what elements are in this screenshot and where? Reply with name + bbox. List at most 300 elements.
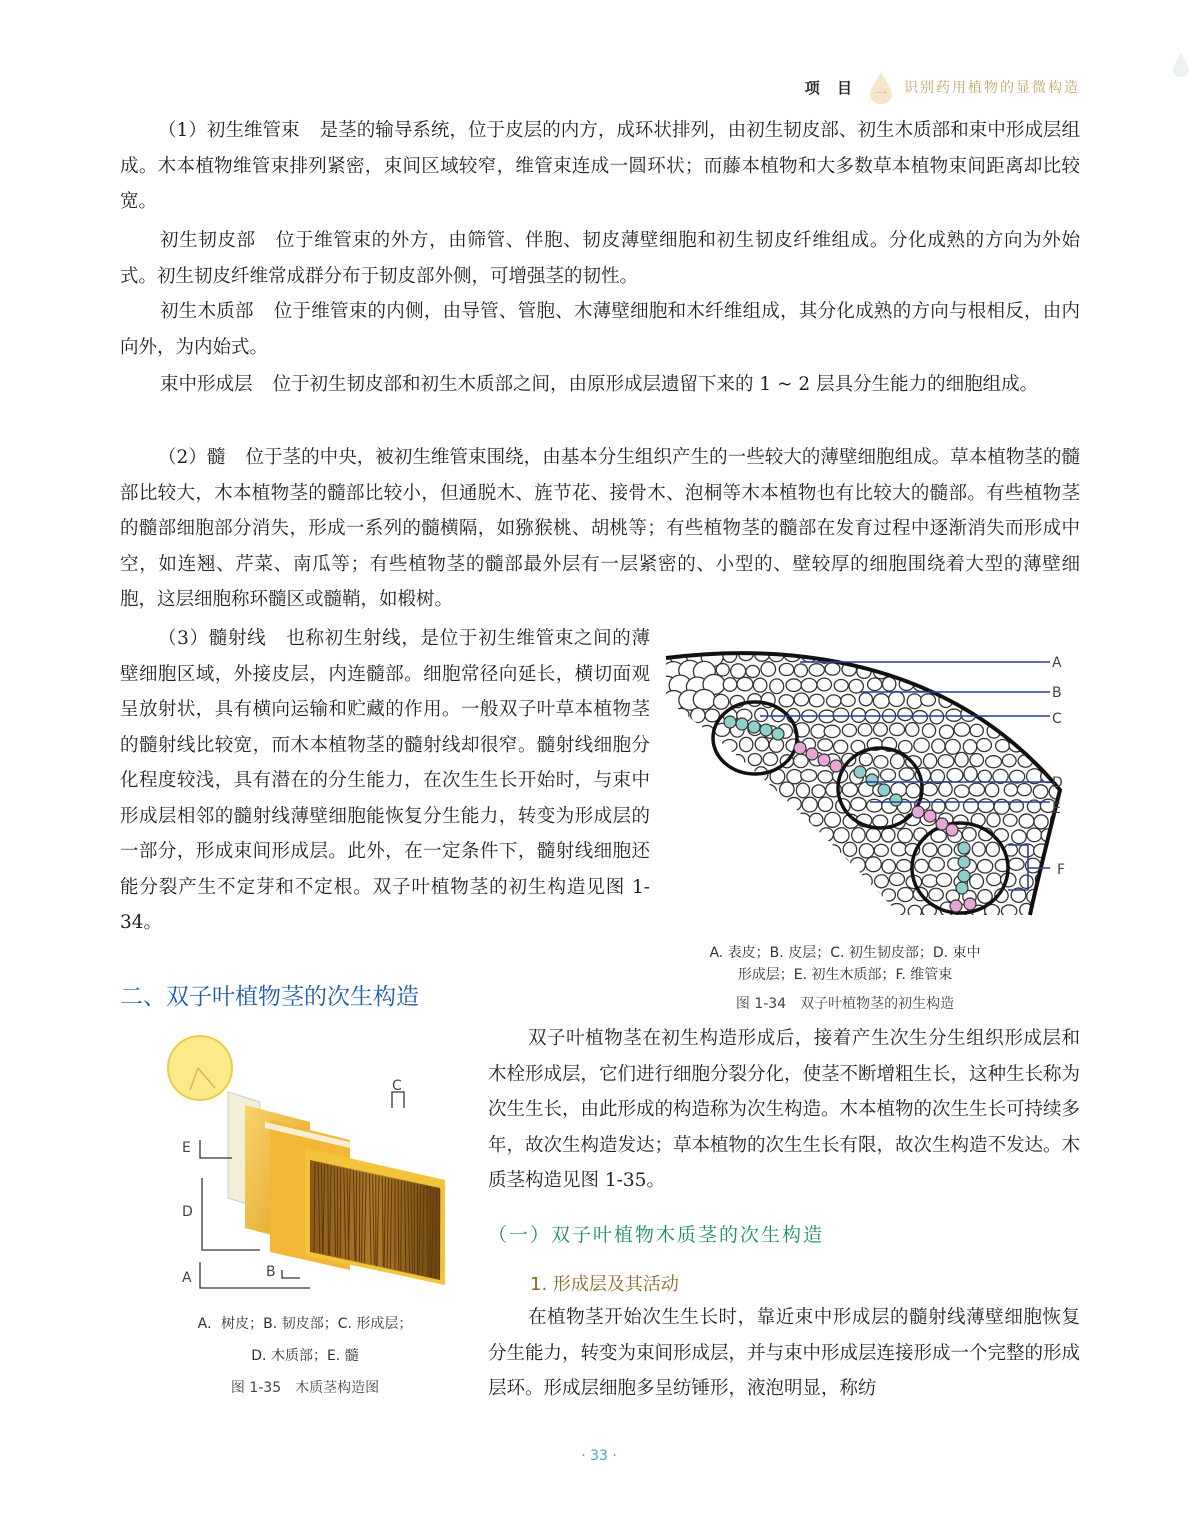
cell: [716, 664, 729, 676]
cell: [779, 695, 794, 707]
cell: [955, 752, 968, 767]
cell: [1050, 903, 1065, 918]
vascular-cell: [724, 716, 736, 728]
caption-line: D. 木质部；E. 髓: [251, 1348, 359, 1364]
cell: [1009, 858, 1025, 870]
cell: [1058, 828, 1072, 841]
cell: [740, 798, 753, 811]
cell: [723, 678, 737, 692]
cell: [1024, 679, 1040, 693]
term: 初生木质部: [160, 301, 254, 322]
paragraph-text: 位于初生韧皮部和初生木质部之间，由原形成层遗留下来的 1 ~ 2 层具分生能力的细胞组成。: [272, 374, 1039, 395]
cell: [1034, 815, 1048, 829]
cell: [851, 797, 866, 810]
cell: [824, 725, 840, 737]
label-B: B: [1052, 685, 1062, 701]
cell: [1019, 844, 1034, 857]
cell: [770, 830, 784, 843]
cell: [683, 754, 698, 767]
cell: [660, 889, 671, 902]
vascular-cell: [866, 774, 878, 786]
cell: [737, 827, 751, 841]
cell: [1034, 693, 1047, 706]
cell: [850, 648, 863, 663]
cell: [770, 860, 785, 872]
cell: [697, 904, 711, 917]
cell: [929, 857, 944, 871]
cell: [786, 828, 799, 841]
vascular-cell: [806, 748, 818, 760]
label-D: D: [182, 1204, 193, 1220]
label-C: C: [1052, 711, 1062, 727]
cell: [866, 828, 880, 842]
cell: [874, 723, 888, 736]
paragraph-vascular-bundle: [120, 113, 1080, 220]
cell: [819, 887, 834, 902]
cell: [761, 903, 774, 915]
bark-streak: [328, 1165, 329, 1255]
cell: [858, 903, 871, 918]
cell: [1003, 695, 1016, 708]
cell: [972, 664, 986, 679]
cell: [964, 799, 979, 813]
cell: [819, 858, 834, 871]
cell: [859, 693, 872, 706]
vascular-cell: [772, 728, 784, 740]
cell: [732, 814, 746, 827]
cell: [843, 842, 856, 856]
cell: [786, 860, 799, 873]
caption-line: 形成层；E. 初生木质部；F. 维管束: [737, 967, 953, 983]
cell: [737, 677, 753, 691]
header-title: 项 目: [804, 78, 858, 97]
cell: [834, 828, 849, 843]
cell: [874, 756, 888, 769]
cell: [986, 756, 1002, 768]
label-F: F: [1057, 862, 1066, 878]
cell: [1052, 754, 1065, 768]
cell: [978, 799, 994, 813]
cell: [802, 797, 817, 812]
cell: [921, 664, 935, 677]
drop-icon-small: [1172, 52, 1190, 82]
cell: [908, 905, 921, 918]
paragraph-text: 也称初生射线，是位于初生维管束之间的薄壁细胞区域，外接皮层，内连髓部。细胞常径向延长，横切面观呈放射状，具有横向运输和贮藏的作用。一般双子叶草本植物茎的髓射线比较宽，而木本植物茎的髓射线却很窄。髓射线细胞分化程度较浅，具有潜在的分生能力，在次生生长开始时，与束中形成层相邻的髓射线薄壁细胞能恢复分生能力，转变为形成层的一部分，形成束间形成层。此外，在一定条件下，髓射线细胞还能分裂产生不定芽和不定根。双子叶植物茎的初生构造见图 1-34。: [120, 628, 650, 933]
cell: [963, 740, 977, 754]
cell: [987, 813, 1000, 827]
cell: [897, 649, 911, 661]
cell: [700, 785, 713, 798]
cell: [905, 663, 919, 676]
cell: [834, 679, 848, 691]
cell: [882, 648, 897, 662]
cell: [792, 905, 808, 918]
cell: [1043, 859, 1056, 872]
cell: [929, 888, 943, 901]
label-D: D: [1052, 775, 1063, 791]
paragraph-phloem: [120, 223, 1080, 294]
cell: [794, 842, 809, 856]
cell: [906, 723, 919, 737]
cell: [660, 709, 674, 723]
cell: [969, 693, 982, 706]
cell: [969, 783, 985, 796]
cell: [691, 798, 706, 812]
cell: [970, 874, 984, 889]
cell: [818, 739, 833, 751]
cell: [1004, 784, 1017, 796]
cell: [819, 828, 833, 841]
cell: [898, 887, 914, 901]
cell: [962, 828, 976, 842]
cell: [731, 784, 747, 796]
cell: [849, 679, 863, 693]
cell: [993, 678, 1009, 692]
cell: [715, 875, 728, 890]
term: （3）髓射线: [158, 628, 267, 649]
cell: [796, 783, 809, 798]
cell: [667, 813, 681, 827]
paragraph-text: 位于维管束的外方，由筛管、伴胞、韧皮薄壁细胞和初生韧皮纤维组成。分化成熟的方向为外始式。初生韧皮纤维常成群分布于韧皮部外侧，可增强茎的韧性。: [120, 230, 1080, 287]
paragraph-cambium: [120, 367, 1080, 403]
cell: [994, 711, 1007, 723]
bark-streak: [401, 1181, 402, 1271]
cell: [779, 902, 793, 916]
cell: [923, 843, 937, 857]
label-A: A: [182, 1270, 192, 1286]
cell: [924, 754, 937, 769]
vascular-cell: [950, 900, 962, 912]
cell: [985, 693, 999, 707]
cell: [915, 919, 928, 930]
cell: [708, 828, 722, 841]
paragraph-cambium-activity: 在植物茎开始次生生长时，靠近束中形成层的髓射线薄壁细胞恢复分生能力，转变为束间形成层，并与束中形成层连接形成一个完整的形成层环。形成层细胞多呈纺锤形，液泡明显，称纺: [488, 1307, 1081, 1399]
cell: [699, 754, 713, 767]
section-heading: 二、双子叶植物茎的次生构造: [120, 984, 419, 1010]
cell: [713, 814, 726, 826]
cell: [939, 725, 953, 739]
header-subtitle: 识别药用植物的显微构造: [904, 80, 1080, 96]
cell: [780, 782, 794, 797]
cell: [698, 845, 714, 858]
cell: [945, 917, 961, 930]
cell: [827, 695, 841, 707]
cell: [683, 875, 697, 889]
cell: [882, 918, 896, 930]
cell: [938, 844, 952, 856]
cell: [1001, 905, 1017, 917]
vascular-cell: [958, 870, 970, 882]
cell: [714, 844, 729, 857]
cell: [801, 770, 817, 782]
cell: [755, 799, 769, 813]
cell: [660, 769, 672, 781]
cell: [1034, 725, 1049, 739]
cell: [899, 920, 914, 930]
cell: [745, 904, 761, 918]
cell: [932, 739, 945, 753]
vascular-cell: [736, 718, 748, 730]
cell: [897, 860, 912, 872]
cell: [1058, 738, 1074, 751]
cell: [761, 662, 776, 676]
cell: [858, 724, 872, 736]
paragraph-xylem: [120, 294, 1080, 365]
vascular-cell: [890, 794, 902, 806]
paragraph-medullary-ray: [120, 621, 650, 941]
cell: [683, 905, 697, 918]
cell: [660, 920, 673, 930]
cell: [746, 813, 760, 827]
header-number: 一: [874, 86, 888, 100]
cell: [850, 919, 865, 930]
vascular-cell: [958, 842, 970, 854]
cell: [818, 771, 833, 783]
cell: [964, 920, 977, 930]
cell: [689, 738, 704, 750]
cell: [842, 724, 856, 736]
vascular-cell: [748, 721, 760, 733]
cell: [708, 769, 722, 783]
cell: [697, 815, 711, 828]
cell: [867, 918, 882, 930]
cell: [667, 753, 680, 767]
cell: [818, 797, 832, 811]
cell: [794, 874, 808, 886]
vascular-cell: [964, 898, 976, 910]
cell: [730, 843, 745, 856]
cell: [819, 919, 834, 930]
cell: [707, 860, 722, 874]
cell: [754, 827, 768, 842]
cell: [755, 737, 769, 751]
cell: [754, 917, 770, 930]
cell: [761, 875, 777, 889]
vascular-cell: [956, 882, 968, 894]
cell: [987, 663, 1001, 677]
cell: [979, 918, 995, 930]
cell: [730, 904, 743, 916]
cell: [809, 664, 824, 676]
cell: [889, 873, 904, 886]
cell: [1011, 679, 1025, 693]
cell: [674, 798, 690, 811]
cell: [660, 741, 674, 753]
cell: [907, 694, 922, 709]
cell: [755, 708, 768, 721]
cell: [931, 919, 944, 930]
cell: [866, 650, 880, 663]
cell: [660, 827, 671, 841]
cell: [675, 737, 690, 752]
figure-1-35-title: 图 1-35 木质茎构造图: [230, 1380, 380, 1396]
cell: [899, 768, 914, 781]
cell: [746, 665, 760, 677]
cell: [691, 828, 707, 841]
cell: [946, 798, 959, 811]
cell: [842, 783, 857, 797]
cell: [817, 678, 831, 691]
cell: [769, 797, 784, 812]
label-E: E: [182, 1140, 191, 1156]
cell: [802, 918, 817, 930]
cell: [873, 694, 889, 709]
cell: [994, 920, 1009, 930]
cell: [1043, 888, 1058, 902]
cell: [812, 903, 826, 916]
cell: [682, 815, 696, 828]
drop-icon: [868, 70, 894, 104]
cell: [660, 800, 674, 813]
cell: [1033, 785, 1048, 799]
cell: [812, 785, 825, 798]
cell: [873, 815, 888, 827]
cell: [882, 859, 895, 873]
label-E: E: [1052, 801, 1061, 817]
vascular-cell: [830, 760, 842, 772]
cell: [825, 663, 840, 675]
cell: [834, 740, 848, 753]
cell: [859, 874, 872, 889]
cell: [1040, 917, 1056, 930]
cell: [939, 782, 953, 796]
cell: [1018, 693, 1031, 706]
vascular-cell: [946, 824, 958, 836]
cell: [738, 889, 751, 901]
cell: [660, 858, 672, 870]
cell: [788, 919, 801, 930]
cell: [1011, 648, 1025, 661]
cell: [898, 708, 913, 721]
cell: [922, 875, 938, 887]
cell: [692, 858, 705, 872]
cell: [970, 754, 984, 767]
cell: [732, 873, 745, 888]
cell: [722, 918, 737, 930]
cell: [914, 738, 929, 752]
cell: [936, 873, 951, 886]
vascular-cell: [854, 766, 866, 778]
cell: [674, 708, 689, 721]
cell: [850, 858, 865, 873]
cell: [802, 888, 816, 901]
cell: [763, 753, 777, 766]
cell: [666, 845, 679, 859]
vascular-cell: [818, 754, 830, 766]
cell: [737, 919, 751, 930]
cell: [889, 723, 904, 736]
paragraph-text: 位于维管束的内侧，由导管、管胞、木薄壁细胞和木纤维组成，其分化成熟的方向与根相反，由内向外，为内始式。: [120, 301, 1080, 358]
cell: [985, 783, 998, 797]
cell: [1035, 905, 1050, 918]
cell: [913, 648, 928, 662]
cell: [745, 843, 759, 856]
caption-line: A．树皮；B. 韧皮部；C. 形成层；: [197, 1316, 413, 1332]
cell: [1043, 739, 1058, 752]
cell: [1035, 664, 1050, 677]
cell: [667, 723, 680, 736]
cell: [739, 860, 753, 872]
cell: [746, 874, 760, 888]
subsubsection-heading: 1. 形成层及其活动: [530, 1274, 679, 1295]
woody-stem-illustration: [160, 1030, 450, 1300]
cell: [866, 857, 882, 872]
cell: [1011, 919, 1024, 930]
cell: [977, 739, 992, 752]
cell: [666, 905, 679, 918]
cell: [770, 890, 784, 902]
cell: [922, 783, 938, 796]
cell: [699, 875, 714, 888]
cell: [859, 753, 872, 766]
cell: [675, 917, 689, 930]
cell: [852, 828, 865, 843]
cell: [930, 710, 944, 724]
cell: [721, 798, 735, 810]
paragraph-secondary-growth: 双子叶植物茎在初生构造形成后，接着产生次生分生组织形成层和木栓形成层，它们进行细胞分裂分化，使茎不断增粗生长，这种生长称为次生生长，由此形成的构造称为次生构造。木本植物的次生生长可持续多年，故次生构造发达；草本植物的次生生长有限，故次生构造不发达。木质茎构造见图 1-35。: [488, 1028, 1081, 1191]
cell: [882, 828, 895, 842]
figure-1-34: [660, 640, 1080, 930]
label-B: B: [266, 1264, 276, 1280]
cell: [707, 800, 721, 814]
cell: [722, 829, 738, 842]
stem-primary-structure-diagram: [660, 640, 1080, 930]
cell: [746, 783, 759, 797]
cell: [913, 711, 928, 724]
cell: [946, 650, 960, 663]
cell: [1027, 919, 1041, 930]
cell: [683, 844, 699, 856]
cell: [810, 874, 824, 889]
cell: [859, 844, 873, 858]
term: 束中形成层: [160, 374, 253, 395]
cell: [891, 842, 906, 856]
vascular-cell: [878, 784, 890, 796]
cell: [977, 860, 992, 873]
cell: [753, 678, 767, 692]
cell: [771, 920, 784, 930]
cell: [833, 919, 849, 930]
cell: [978, 770, 991, 782]
cell: [779, 663, 793, 675]
cell: [986, 842, 999, 856]
cell: [682, 724, 697, 738]
cell: [972, 842, 985, 856]
cell: [874, 844, 888, 856]
cell: [712, 905, 728, 918]
cell: [906, 783, 920, 797]
cell: [809, 813, 822, 826]
cell: [996, 739, 1010, 751]
cell: [1059, 887, 1073, 901]
cell: [763, 814, 776, 827]
cell: [722, 859, 737, 873]
cell: [1012, 830, 1027, 844]
cell: [938, 755, 954, 768]
cell: [922, 724, 935, 738]
page-number: · 33 ·: [581, 1448, 617, 1464]
cell: [674, 768, 690, 783]
cell: [954, 723, 970, 737]
cell: [1019, 814, 1034, 828]
cell: [889, 692, 905, 707]
cell: [693, 689, 715, 709]
cell: [668, 784, 682, 796]
cell: [803, 829, 818, 842]
figure-1-34-caption: [660, 942, 1030, 986]
cell: [708, 889, 722, 902]
cell: [748, 694, 762, 707]
